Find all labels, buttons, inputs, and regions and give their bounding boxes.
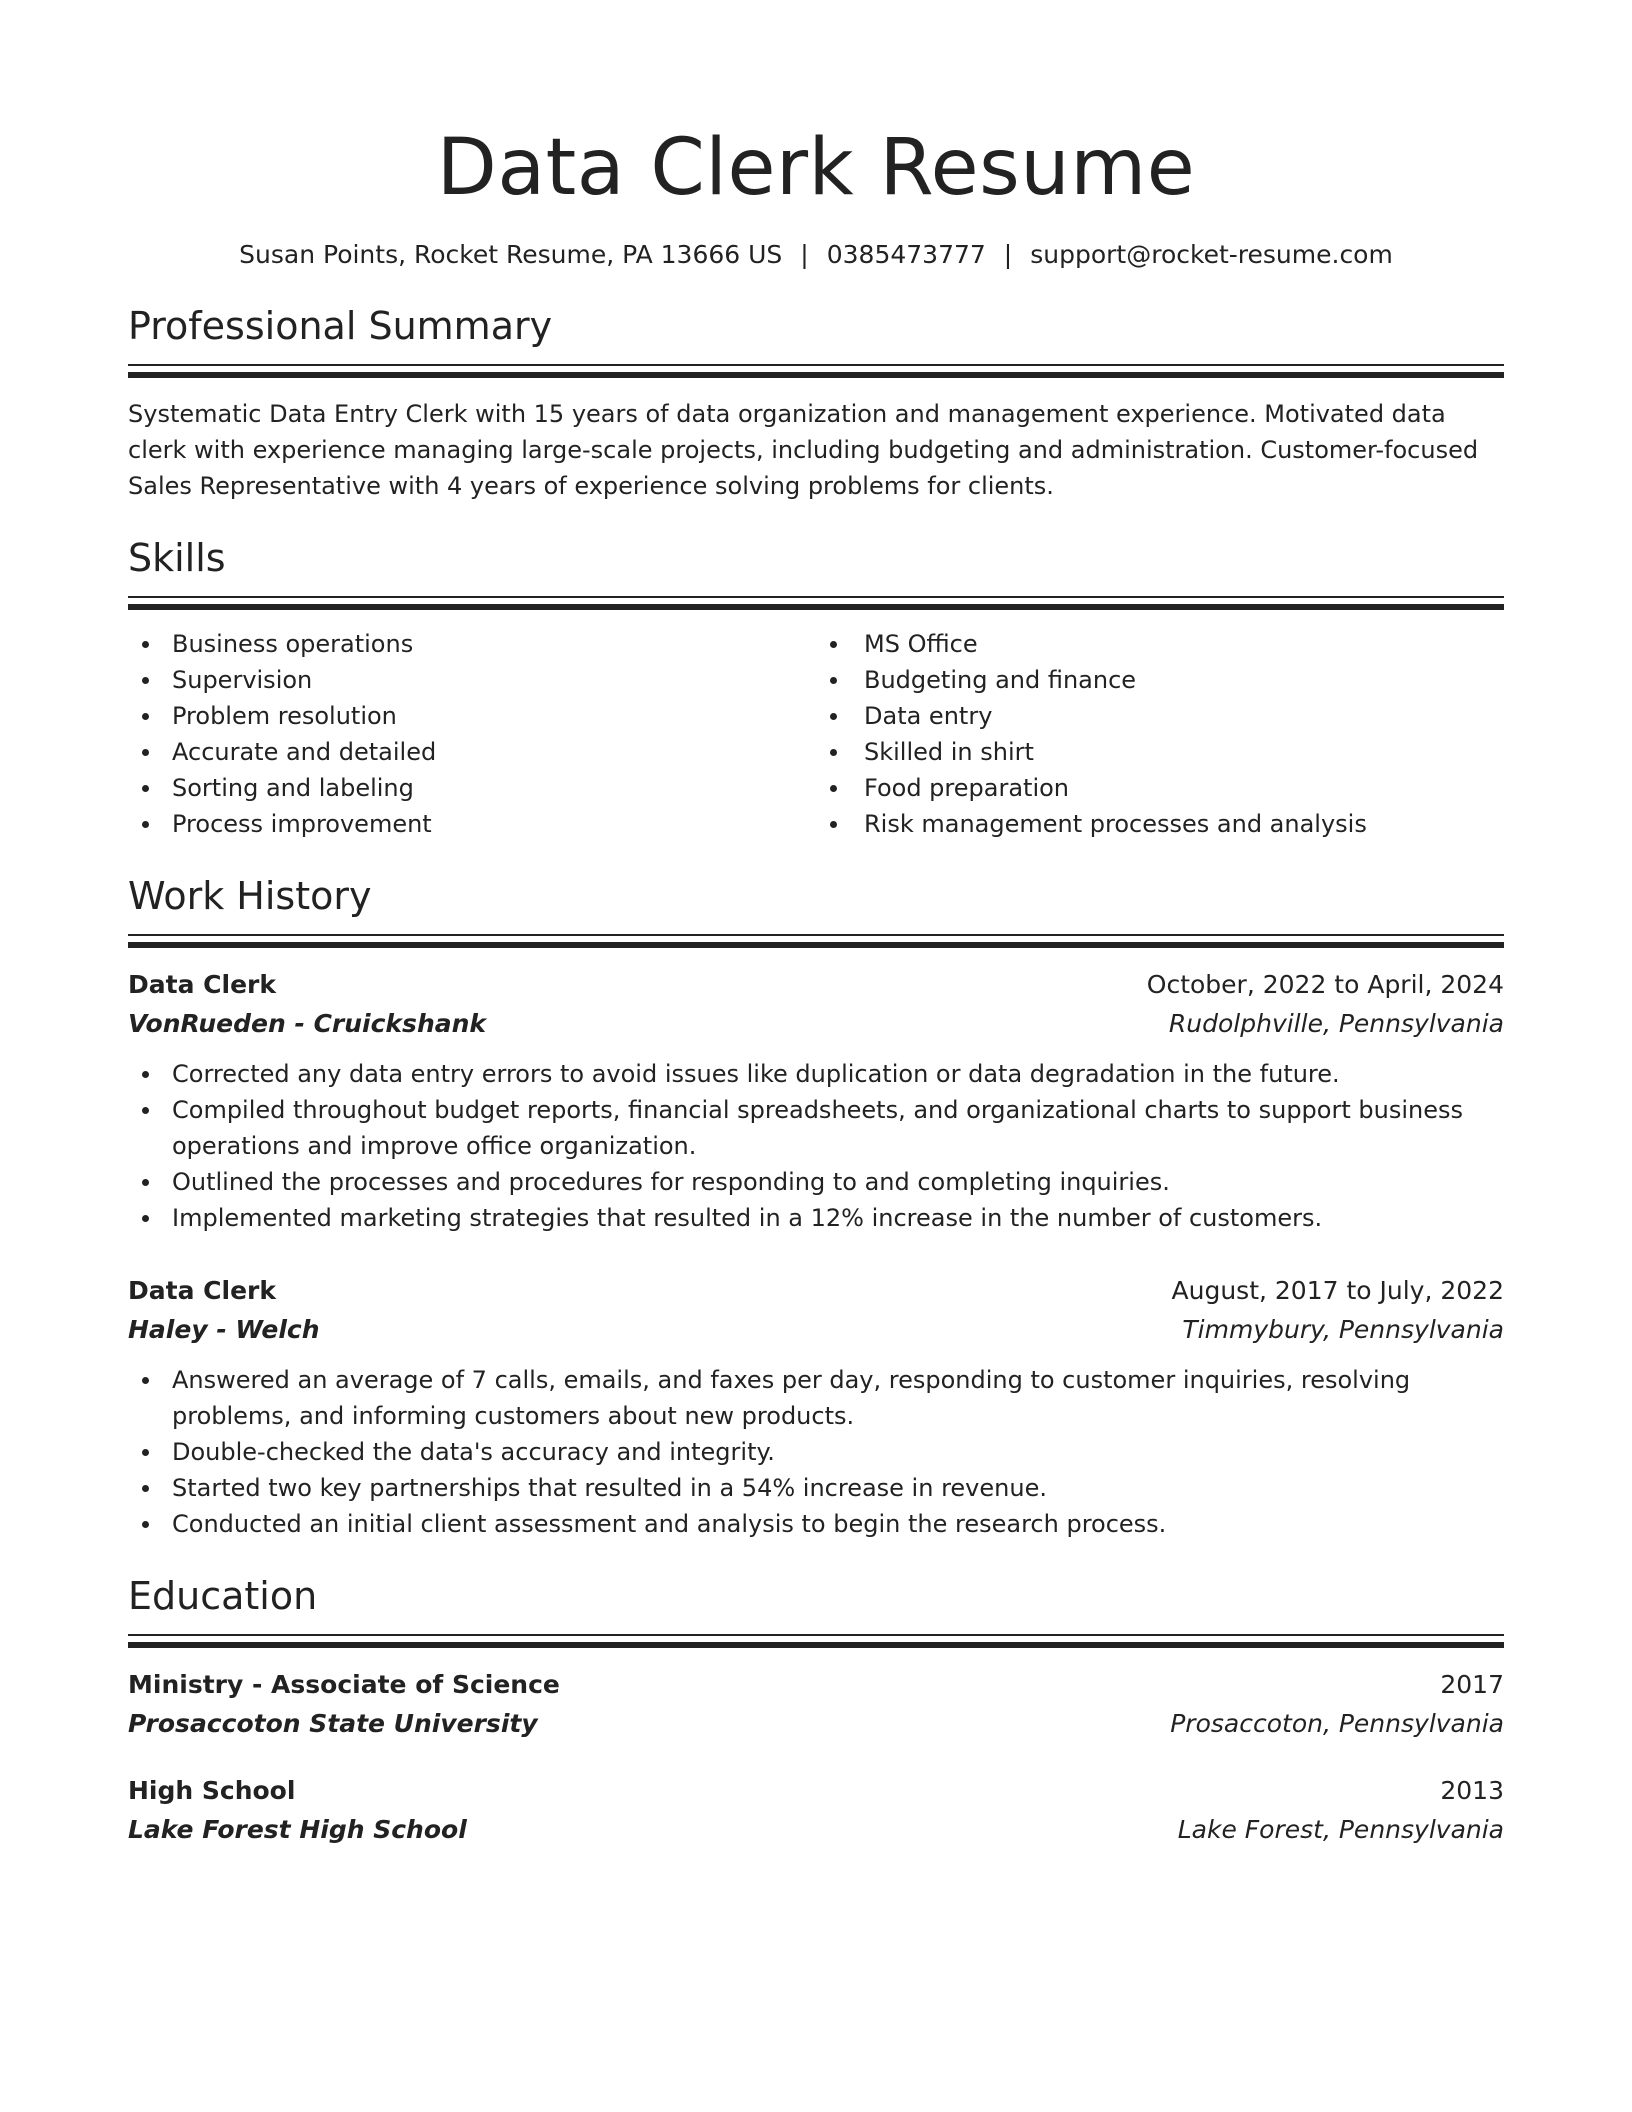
section-divider — [128, 364, 1504, 382]
education-section — [128, 1572, 1504, 1850]
skill-item: Skilled in shirt — [816, 734, 1504, 770]
skill-item: Supervision — [128, 662, 816, 698]
education-entry — [128, 1772, 1504, 1850]
job-bullet: Double-checked the data's accuracy and integrity. — [128, 1434, 1504, 1470]
work-section — [128, 872, 1504, 1542]
education-school: Lake Forest High School — [128, 1815, 467, 1844]
skill-item: Budgeting and finance — [816, 662, 1504, 698]
job-bullets — [128, 1362, 1504, 1542]
job-bullet: Conducted an initial client assessment and analysis to begin the research process. — [128, 1506, 1504, 1542]
skill-item: Problem resolution — [128, 698, 816, 734]
education-degree: High School — [128, 1776, 296, 1805]
summary-section — [128, 302, 1504, 504]
job-location: Timmybury, Pennsylvania — [1182, 1315, 1504, 1344]
skills-left-list — [128, 626, 816, 842]
job-title: Data Clerk — [128, 970, 276, 999]
skills-heading: Skills — [128, 536, 226, 580]
contact-line — [128, 238, 1504, 272]
education-heading: Education — [128, 1574, 318, 1618]
skills-columns — [128, 626, 1504, 842]
job-bullet: Started two key partnerships that resulted in a 54% increase in revenue. — [128, 1470, 1504, 1506]
job-title: Data Clerk — [128, 1276, 276, 1305]
job-bullets — [128, 1056, 1504, 1236]
skills-section — [128, 534, 1504, 842]
section-divider — [128, 934, 1504, 952]
skill-item: Food preparation — [816, 770, 1504, 806]
skills-right-list — [816, 626, 1504, 842]
education-location: Prosaccoton, Pennsylvania — [1170, 1709, 1504, 1738]
education-year: 2017 — [1440, 1670, 1504, 1699]
job-bullet: Compiled throughout budget reports, financial spreadsheets, and organizational charts to support business operations and improve office organization. — [128, 1092, 1504, 1164]
job-company: Haley - Welch — [128, 1315, 320, 1344]
section-divider — [128, 1634, 1504, 1652]
summary-text: Systematic Data Entry Clerk with 15 years of data organization and management experience. Motivated data clerk with experience managing large-scale projects, including budgeting and administration. Customer-focused Sales Representative with 4 years of experience solving problems for clients. — [128, 400, 1479, 500]
education-degree: Ministry - Associate of Science — [128, 1670, 560, 1699]
education-school: Prosaccoton State University — [128, 1709, 538, 1738]
job-dates: October, 2022 to April, 2024 — [1146, 970, 1504, 999]
skill-item: Data entry — [816, 698, 1504, 734]
job-bullet: Outlined the processes and procedures for responding to and completing inquiries. — [128, 1164, 1504, 1200]
contact-address: Susan Points, Rocket Resume, PA 13666 US — [239, 240, 783, 269]
resume-title: Data Clerk Resume — [436, 123, 1196, 213]
skill-item: MS Office — [816, 626, 1504, 662]
job-location: Rudolphville, Pennsylvania — [1168, 1009, 1504, 1038]
job-company: VonRueden - Cruickshank — [128, 1009, 487, 1038]
skill-item: Process improvement — [128, 806, 816, 842]
job-dates: August, 2017 to July, 2022 — [1171, 1276, 1504, 1305]
skill-item: Sorting and labeling — [128, 770, 816, 806]
education-year: 2013 — [1440, 1776, 1504, 1805]
skill-item: Business operations — [128, 626, 816, 662]
work-heading: Work History — [128, 874, 372, 918]
contact-phone: 0385473777 — [826, 240, 986, 269]
contact-separator: | — [1003, 240, 1013, 269]
job-bullet: Implemented marketing strategies that resulted in a 12% increase in the number of customers. — [128, 1200, 1504, 1236]
summary-heading: Professional Summary — [128, 304, 553, 348]
contact-separator: | — [800, 240, 809, 269]
skill-item: Accurate and detailed — [128, 734, 816, 770]
education-entry — [128, 1666, 1504, 1744]
job-entry — [128, 1272, 1504, 1542]
job-bullet: Answered an average of 7 calls, emails, and faxes per day, responding to customer inquiries, resolving problems, and informing customers about new products. — [128, 1362, 1504, 1434]
education-location: Lake Forest, Pennsylvania — [1177, 1815, 1504, 1844]
section-divider — [128, 596, 1504, 614]
skill-item: Risk management processes and analysis — [816, 806, 1504, 842]
contact-email: support@rocket-resume.com — [1030, 240, 1393, 269]
job-entry — [128, 966, 1504, 1236]
job-bullet: Corrected any data entry errors to avoid issues like duplication or data degradation in the future. — [128, 1056, 1504, 1092]
